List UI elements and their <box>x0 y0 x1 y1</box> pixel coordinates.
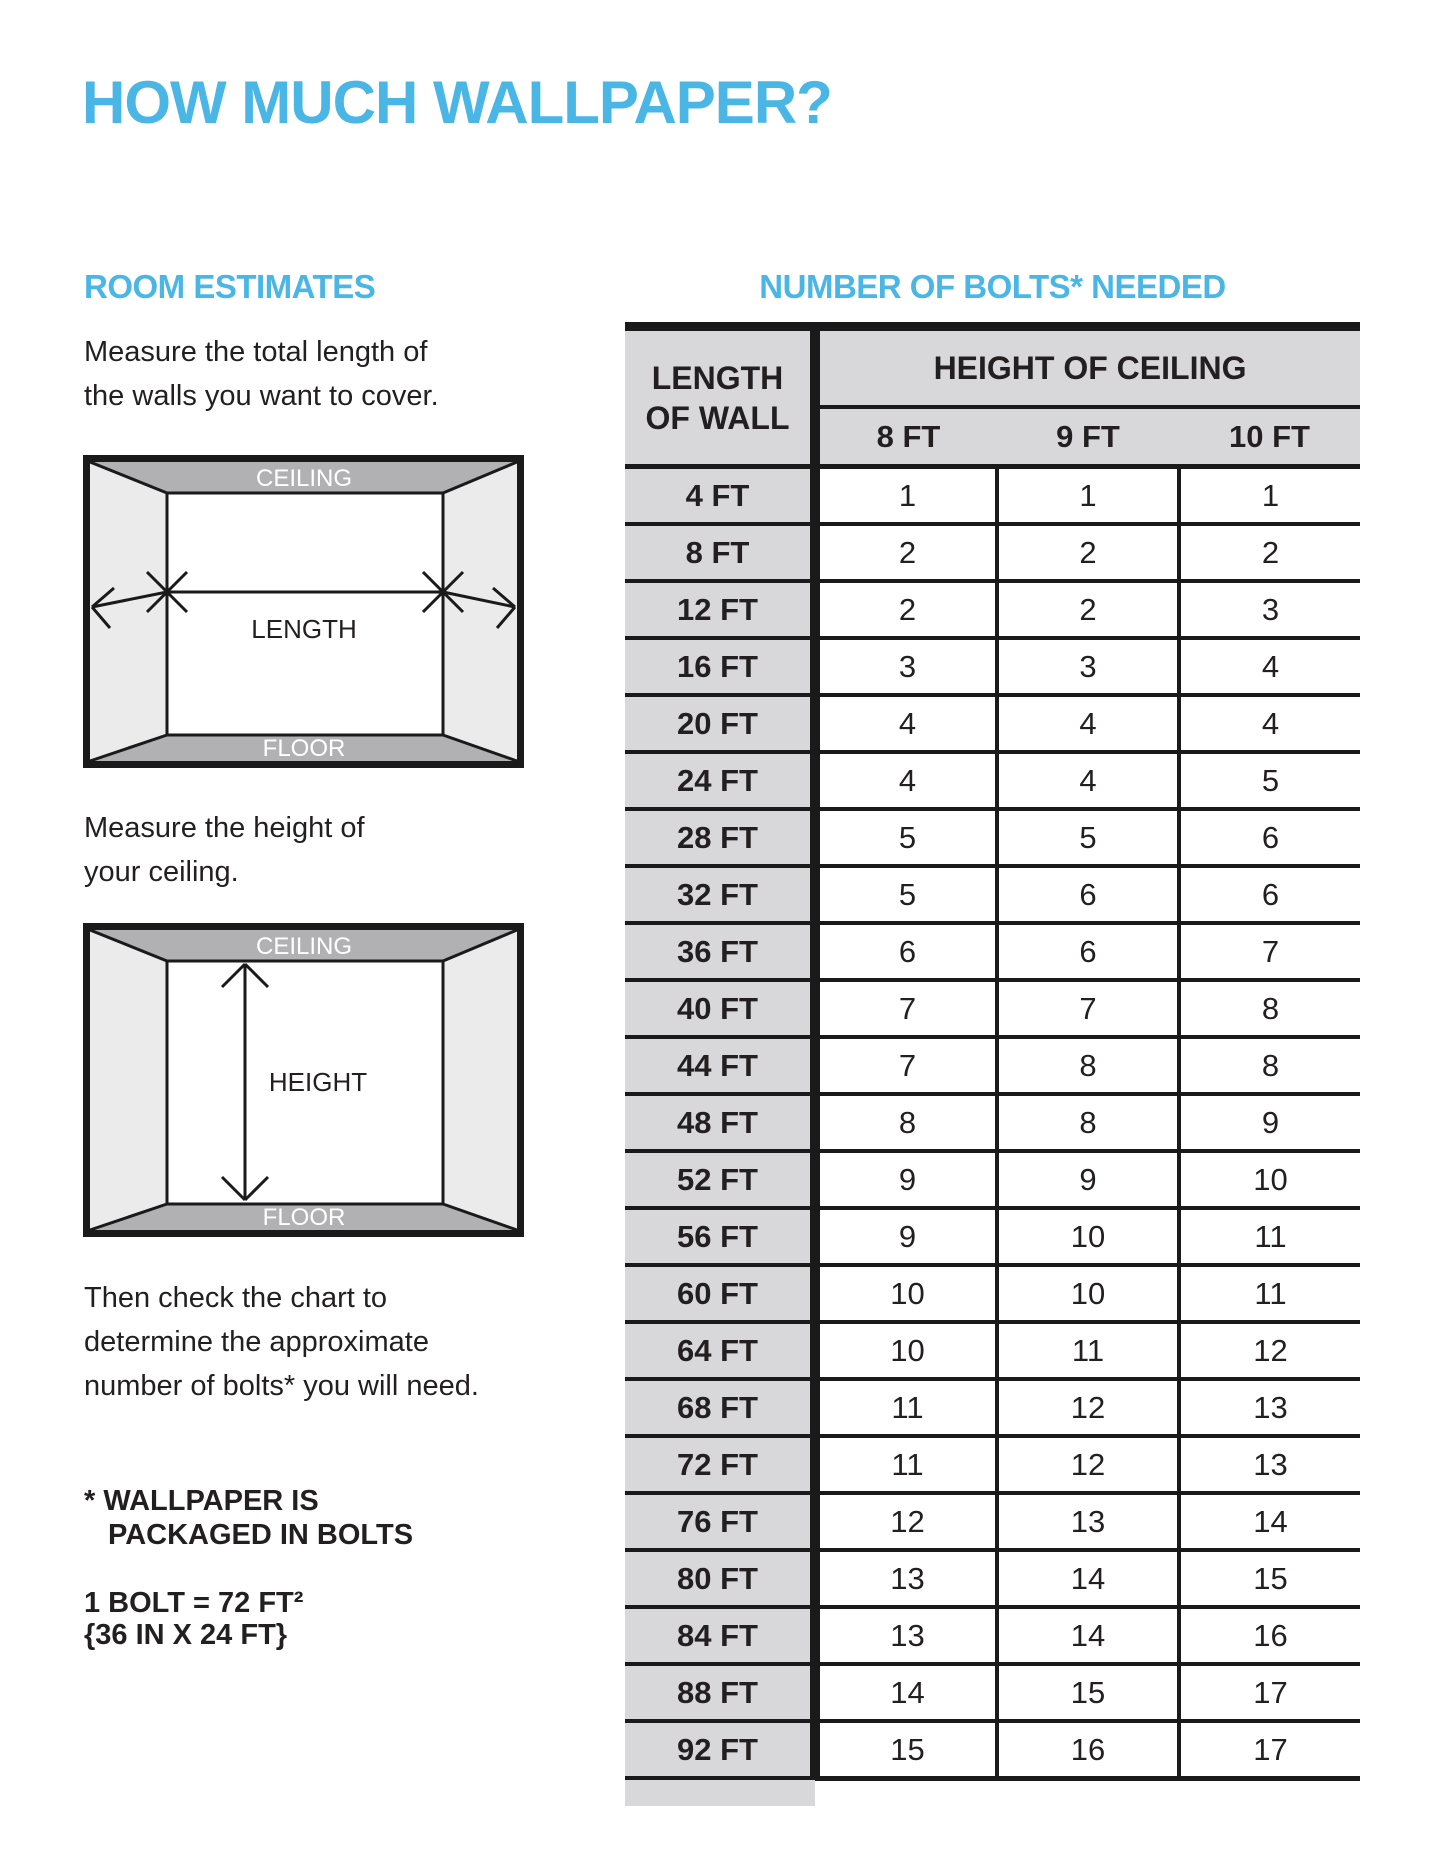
bolt-equation-line: 1 BOLT = 72 FT² <box>84 1587 304 1619</box>
instruction-measure-height <box>84 806 365 894</box>
floor-label: FLOOR <box>262 1204 346 1231</box>
footnote-line: PACKAGED IN BOLTS <box>108 1519 414 1551</box>
instruction-line: the walls you want to cover. <box>84 380 439 412</box>
bolt-count-value: 6 <box>1179 809 1360 866</box>
bolt-count-value: 12 <box>1179 1322 1360 1379</box>
table-row <box>625 809 1360 866</box>
bolt-count-value: 11 <box>815 1379 997 1436</box>
table-row <box>625 638 1360 695</box>
instruction-line: Measure the height of <box>84 812 365 844</box>
table-row <box>625 1550 1360 1607</box>
bolt-count-value: 2 <box>997 524 1179 581</box>
wall-length-label: 8 FT <box>625 524 815 581</box>
wall-length-label: 4 FT <box>625 467 815 525</box>
bolt-count-value: 10 <box>997 1265 1179 1322</box>
wall-length-label: 84 FT <box>625 1607 815 1664</box>
bolt-count-value: 10 <box>1179 1151 1360 1208</box>
bolt-count-value: 2 <box>815 581 997 638</box>
bolt-count-value: 15 <box>997 1664 1179 1721</box>
right-wall-surface <box>443 462 517 761</box>
bolts-table <box>625 322 1360 1781</box>
bolt-count-value: 7 <box>1179 923 1360 980</box>
bolt-count-value: 5 <box>997 809 1179 866</box>
bolt-count-value: 10 <box>815 1265 997 1322</box>
table-row <box>625 1379 1360 1436</box>
table-row <box>625 1493 1360 1550</box>
bolt-count-value: 7 <box>997 980 1179 1037</box>
instruction-line: Measure the total length of <box>84 336 428 368</box>
table-row <box>625 1436 1360 1493</box>
bolts-needed-heading: NUMBER OF BOLTS* NEEDED <box>759 268 1226 305</box>
col-header-10ft: 10 FT <box>1179 407 1360 467</box>
bolt-count-value: 13 <box>815 1550 997 1607</box>
bolt-count-value: 14 <box>815 1664 997 1721</box>
bolt-count-value: 5 <box>1179 752 1360 809</box>
bolt-count-value: 15 <box>1179 1550 1360 1607</box>
bolt-count-value: 13 <box>1179 1436 1360 1493</box>
bolt-count-value: 4 <box>997 752 1179 809</box>
height-of-ceiling-header: HEIGHT OF CEILING <box>815 327 1360 408</box>
bolt-count-value: 10 <box>815 1322 997 1379</box>
bolt-count-value: 12 <box>997 1379 1179 1436</box>
room-length-diagram <box>83 455 524 768</box>
bolt-count-value: 14 <box>997 1607 1179 1664</box>
table-row <box>625 980 1360 1037</box>
wall-length-label: 80 FT <box>625 1550 815 1607</box>
table-row <box>625 1208 1360 1265</box>
bolt-count-value: 13 <box>815 1607 997 1664</box>
wall-length-label: 76 FT <box>625 1493 815 1550</box>
bolt-count-value: 13 <box>997 1493 1179 1550</box>
bolts-table-header <box>625 327 1360 467</box>
bolt-count-value: 6 <box>997 866 1179 923</box>
wall-length-label: 68 FT <box>625 1379 815 1436</box>
table-row <box>625 1721 1360 1779</box>
floor-label: FLOOR <box>262 735 346 762</box>
length-of-wall-header <box>625 327 815 467</box>
table-row <box>625 524 1360 581</box>
bolt-count-value: 17 <box>1179 1664 1360 1721</box>
bolt-count-value: 4 <box>1179 638 1360 695</box>
bolt-count-value: 12 <box>997 1436 1179 1493</box>
table-row <box>625 1151 1360 1208</box>
wall-length-label: 24 FT <box>625 752 815 809</box>
wall-length-label: 92 FT <box>625 1721 815 1779</box>
bolt-count-value: 6 <box>815 923 997 980</box>
wall-length-label: 60 FT <box>625 1265 815 1322</box>
bolt-count-value: 2 <box>997 581 1179 638</box>
bolt-count-value: 1 <box>1179 467 1360 525</box>
bolt-equation <box>84 1587 303 1651</box>
wall-length-label: 40 FT <box>625 980 815 1037</box>
bolt-count-value: 4 <box>815 752 997 809</box>
label-column-overhang <box>625 1780 815 1806</box>
wall-length-label: 44 FT <box>625 1037 815 1094</box>
wall-length-label: 64 FT <box>625 1322 815 1379</box>
ceiling-label: CEILING <box>255 933 353 960</box>
bolt-count-value: 8 <box>997 1094 1179 1151</box>
table-row <box>625 1094 1360 1151</box>
table-row <box>625 1037 1360 1094</box>
bolt-count-value: 5 <box>815 866 997 923</box>
col-header-8ft: 8 FT <box>815 407 997 467</box>
bolt-count-value: 12 <box>815 1493 997 1550</box>
bolt-count-value: 3 <box>815 638 997 695</box>
bolt-count-value: 15 <box>815 1721 997 1779</box>
bolt-count-value: 3 <box>997 638 1179 695</box>
wall-length-label: 72 FT <box>625 1436 815 1493</box>
instruction-line: number of bolts* you will need. <box>84 1370 479 1402</box>
bolt-count-value: 8 <box>815 1094 997 1151</box>
bolt-count-value: 11 <box>1179 1208 1360 1265</box>
bolts-table-body <box>625 467 1360 1779</box>
room-height-diagram <box>83 923 524 1237</box>
bolt-count-value: 10 <box>997 1208 1179 1265</box>
table-row <box>625 866 1360 923</box>
bolt-count-value: 11 <box>815 1436 997 1493</box>
col-header-9ft: 9 FT <box>997 407 1179 467</box>
bolt-count-value: 14 <box>1179 1493 1360 1550</box>
bolt-count-value: 6 <box>1179 866 1360 923</box>
instruction-line: determine the approximate <box>84 1326 429 1358</box>
right-wall-surface <box>443 930 517 1230</box>
wall-length-label: 32 FT <box>625 866 815 923</box>
wall-length-label: 36 FT <box>625 923 815 980</box>
bolt-count-value: 9 <box>815 1208 997 1265</box>
wall-length-label: 12 FT <box>625 581 815 638</box>
bolt-count-value: 1 <box>815 467 997 525</box>
bolt-count-value: 9 <box>1179 1094 1360 1151</box>
bolt-count-value: 17 <box>1179 1721 1360 1779</box>
bolt-count-value: 3 <box>1179 581 1360 638</box>
height-label: HEIGHT <box>268 1067 368 1097</box>
table-row <box>625 752 1360 809</box>
bolt-count-value: 8 <box>1179 980 1360 1037</box>
table-row <box>625 1322 1360 1379</box>
instruction-measure-length <box>84 330 439 418</box>
bolt-count-value: 11 <box>1179 1265 1360 1322</box>
left-wall-surface <box>90 462 167 761</box>
length-label: LENGTH <box>251 614 357 644</box>
left-wall-surface <box>90 930 167 1230</box>
table-row <box>625 1265 1360 1322</box>
bolt-equation-line: {36 IN X 24 FT} <box>84 1619 288 1651</box>
bolt-count-value: 9 <box>997 1151 1179 1208</box>
bolt-count-value: 14 <box>997 1550 1179 1607</box>
bolt-count-value: 7 <box>815 1037 997 1094</box>
bolt-count-value: 16 <box>1179 1607 1360 1664</box>
wall-length-label: 48 FT <box>625 1094 815 1151</box>
bolt-count-value: 2 <box>815 524 997 581</box>
bolt-count-value: 11 <box>997 1322 1179 1379</box>
header-line: LENGTH <box>651 359 784 396</box>
instruction-line: your ceiling. <box>84 856 239 888</box>
bolt-count-value: 13 <box>1179 1379 1360 1436</box>
bolt-count-value: 9 <box>815 1151 997 1208</box>
bolt-count-value: 2 <box>1179 524 1360 581</box>
wall-length-label: 88 FT <box>625 1664 815 1721</box>
table-row <box>625 923 1360 980</box>
page-title: HOW MUCH WALLPAPER? <box>82 69 832 136</box>
instruction-line: Then check the chart to <box>84 1282 388 1314</box>
table-row <box>625 695 1360 752</box>
table-row <box>625 581 1360 638</box>
wall-length-label: 56 FT <box>625 1208 815 1265</box>
wall-length-label: 20 FT <box>625 695 815 752</box>
bolt-count-value: 4 <box>815 695 997 752</box>
bolt-count-value: 16 <box>997 1721 1179 1779</box>
bolt-count-value: 6 <box>997 923 1179 980</box>
bolt-count-value: 5 <box>815 809 997 866</box>
footnote-line: * WALLPAPER IS <box>84 1485 319 1517</box>
ceiling-label: CEILING <box>255 465 353 492</box>
bolt-count-value: 7 <box>815 980 997 1037</box>
bolt-count-value: 4 <box>997 695 1179 752</box>
table-row <box>625 467 1360 525</box>
header-line: OF WALL <box>645 399 790 436</box>
instruction-check-chart <box>84 1276 479 1408</box>
room-estimates-heading: ROOM ESTIMATES <box>84 268 376 305</box>
table-row <box>625 1664 1360 1721</box>
bolt-count-value: 1 <box>997 467 1179 525</box>
wall-length-label: 16 FT <box>625 638 815 695</box>
wall-length-label: 52 FT <box>625 1151 815 1208</box>
wall-length-label: 28 FT <box>625 809 815 866</box>
wallpaper-footnote <box>84 1484 413 1552</box>
bolt-count-value: 8 <box>997 1037 1179 1094</box>
bolt-count-value: 8 <box>1179 1037 1360 1094</box>
bolt-count-value: 4 <box>1179 695 1360 752</box>
table-row <box>625 1607 1360 1664</box>
